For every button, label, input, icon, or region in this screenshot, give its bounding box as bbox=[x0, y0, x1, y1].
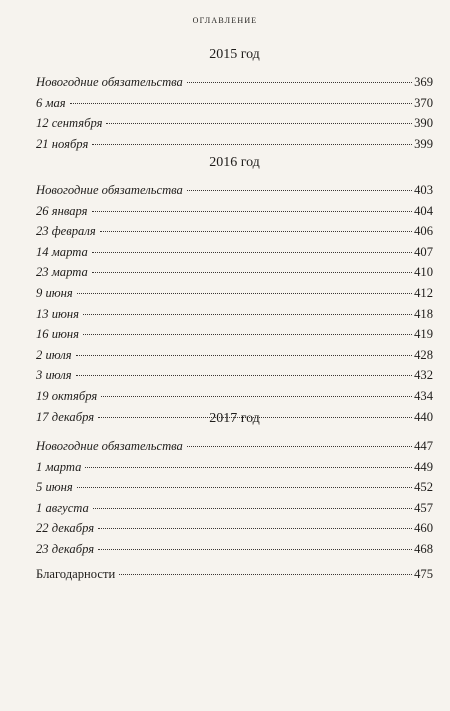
dot-leader bbox=[70, 103, 412, 104]
entry-page-number: 419 bbox=[414, 327, 433, 342]
entry-page-number: 412 bbox=[414, 285, 433, 300]
toc-entry[interactable] bbox=[36, 72, 433, 93]
page-title: оглавление bbox=[192, 14, 258, 26]
toc-entry[interactable] bbox=[36, 134, 433, 155]
dot-leader bbox=[187, 446, 412, 447]
toc-entry[interactable] bbox=[36, 539, 433, 560]
entry-page-number: 369 bbox=[414, 75, 433, 89]
dot-leader bbox=[92, 272, 412, 273]
entry-page-number: 370 bbox=[414, 95, 433, 110]
entry-title: 16 июня bbox=[36, 327, 80, 342]
dot-leader bbox=[92, 252, 412, 253]
dot-leader bbox=[187, 190, 412, 191]
entry-title: 5 июня bbox=[36, 480, 73, 495]
toc-entry[interactable] bbox=[36, 324, 433, 345]
entry-title: 1 августа bbox=[36, 500, 89, 515]
toc-entry[interactable] bbox=[36, 262, 433, 283]
entry-title: 22 декабря bbox=[36, 521, 95, 536]
dot-leader bbox=[100, 231, 412, 232]
entry-page-number: 440 bbox=[414, 409, 433, 424]
dot-leader bbox=[106, 123, 412, 124]
dot-leader bbox=[77, 487, 412, 488]
entry-page-number: 406 bbox=[414, 224, 433, 239]
dot-leader bbox=[83, 314, 412, 315]
toc-entry[interactable] bbox=[36, 242, 433, 263]
entry-page-number: 410 bbox=[414, 265, 433, 280]
toc-entry[interactable] bbox=[36, 113, 433, 134]
entry-title: 26 января bbox=[36, 203, 88, 218]
dot-leader bbox=[101, 396, 412, 397]
entry-title: 6 мая bbox=[36, 95, 66, 110]
entry-title: 19 октября bbox=[36, 388, 98, 403]
toc-entry[interactable] bbox=[36, 180, 433, 201]
entry-page-number: 407 bbox=[414, 244, 433, 259]
entry-page-number: 447 bbox=[414, 439, 433, 453]
entry-title: Новогодние обязательства bbox=[36, 183, 183, 197]
entry-page-number: 428 bbox=[414, 347, 433, 362]
toc-entry[interactable] bbox=[36, 201, 433, 222]
entry-page-number: 404 bbox=[414, 203, 433, 218]
entry-title: 12 сентября bbox=[36, 116, 103, 131]
entry-title: 17 декабря bbox=[36, 409, 95, 424]
toc-entry[interactable] bbox=[36, 457, 433, 478]
entry-page-number: 434 bbox=[414, 388, 433, 403]
section-heading: 2016 год bbox=[209, 155, 260, 170]
entry-title: 21 ноября bbox=[36, 136, 89, 151]
dot-leader bbox=[77, 293, 412, 294]
entry-page-number: 468 bbox=[414, 541, 433, 556]
entry-title: 23 февраля bbox=[36, 224, 96, 239]
toc-entry[interactable] bbox=[36, 436, 433, 457]
entry-title: 14 марта bbox=[36, 244, 88, 259]
dot-leader bbox=[92, 144, 412, 145]
dot-leader bbox=[98, 528, 412, 529]
entry-page-number: 460 bbox=[414, 521, 433, 536]
entry-page-number: 452 bbox=[414, 480, 433, 495]
dot-leader bbox=[76, 355, 412, 356]
entry-page-number: 457 bbox=[414, 500, 433, 515]
toc-entry[interactable] bbox=[36, 283, 433, 304]
toc-entry-acknowledgements[interactable] bbox=[36, 564, 433, 585]
dot-leader bbox=[119, 574, 412, 575]
entry-title: 1 марта bbox=[36, 459, 82, 474]
toc-section-acknowledgements bbox=[36, 564, 433, 585]
toc-entry[interactable] bbox=[36, 518, 433, 539]
dot-leader bbox=[187, 82, 412, 83]
entry-title: 3 июля bbox=[36, 368, 72, 383]
entry-title: 9 июня bbox=[36, 285, 73, 300]
toc-section-2017 bbox=[36, 410, 433, 560]
toc-entry[interactable] bbox=[36, 365, 433, 386]
toc-section-2015 bbox=[36, 46, 433, 154]
entry-title: Новогодние обязательства bbox=[36, 75, 183, 89]
entry-page-number: 418 bbox=[414, 306, 433, 321]
dot-leader bbox=[76, 375, 412, 376]
dot-leader bbox=[92, 211, 413, 212]
toc-section-2016 bbox=[36, 154, 433, 427]
dot-leader bbox=[83, 334, 412, 335]
entry-title: 23 декабря bbox=[36, 541, 95, 556]
entry-title: Благодарности bbox=[36, 567, 116, 581]
entry-page-number: 390 bbox=[414, 116, 433, 131]
section-heading: 2017 год bbox=[209, 411, 260, 426]
toc-entry[interactable] bbox=[36, 477, 433, 498]
entry-page-number: 432 bbox=[414, 368, 433, 383]
entry-page-number: 399 bbox=[414, 136, 433, 151]
dot-leader bbox=[85, 467, 412, 468]
dot-leader bbox=[93, 508, 412, 509]
toc-entry[interactable] bbox=[36, 498, 433, 519]
entry-page-number: 475 bbox=[414, 567, 433, 581]
toc-entry[interactable] bbox=[36, 345, 433, 366]
entry-title: 2 июля bbox=[36, 347, 72, 362]
toc-entry[interactable] bbox=[36, 304, 433, 325]
toc-entry[interactable] bbox=[36, 93, 433, 114]
section-heading: 2015 год bbox=[209, 47, 260, 62]
entry-title: Новогодние обязательства bbox=[36, 439, 183, 453]
entry-title: 23 марта bbox=[36, 265, 88, 280]
toc-entry[interactable] bbox=[36, 386, 433, 407]
toc-entry[interactable] bbox=[36, 221, 433, 242]
entry-page-number: 403 bbox=[414, 183, 433, 197]
entry-title: 13 июня bbox=[36, 306, 80, 321]
dot-leader bbox=[98, 549, 412, 550]
entry-page-number: 449 bbox=[414, 459, 433, 474]
